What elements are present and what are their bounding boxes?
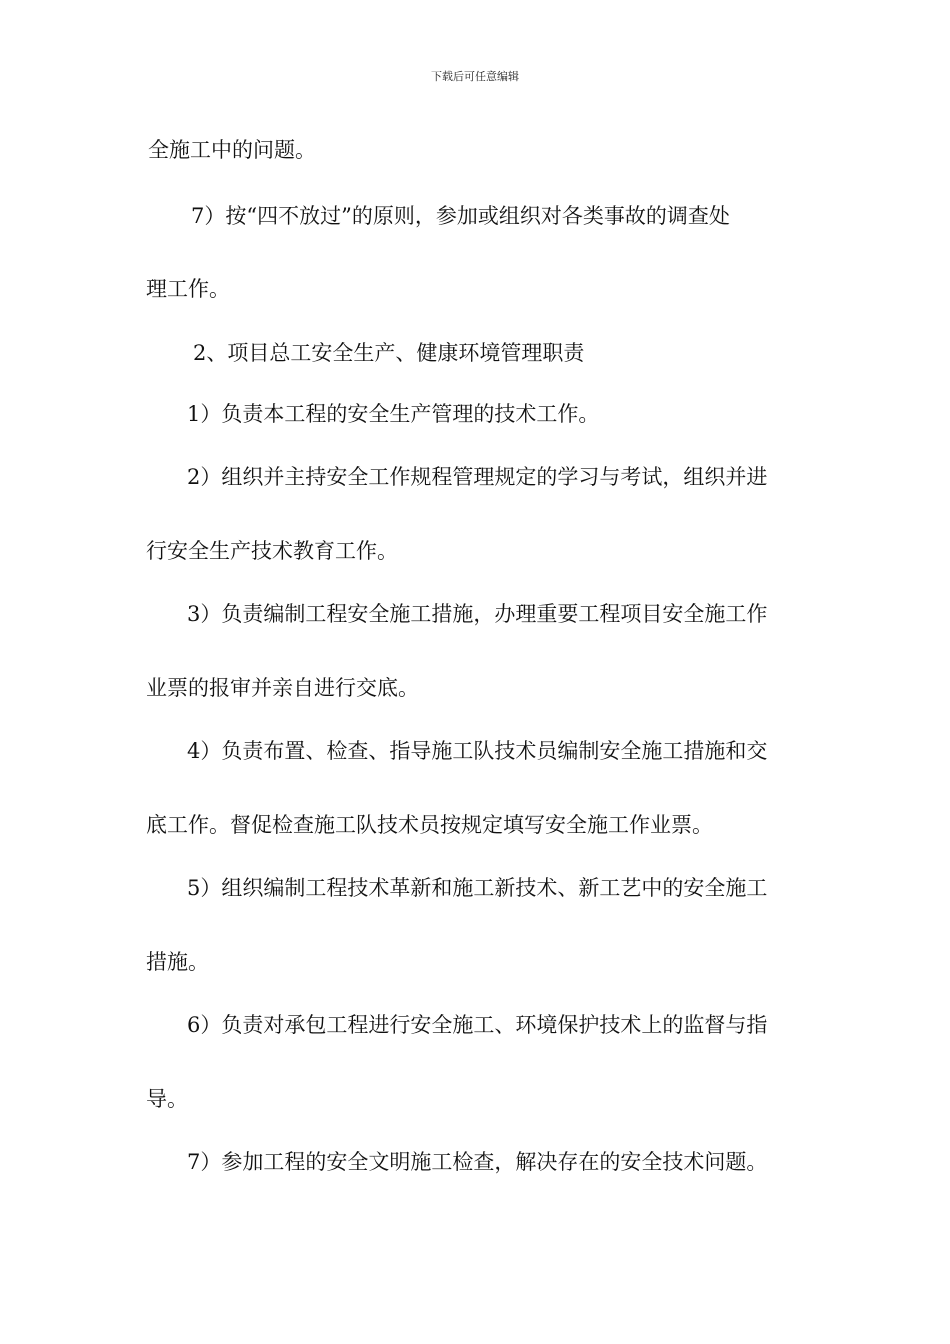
text-line: 措施。: [146, 950, 209, 974]
text-line: 6）负责对承包工程进行安全施工、环境保护技术上的监督与指: [187, 1013, 768, 1037]
text-line: 导。: [146, 1087, 188, 1111]
text-line: 全施工中的问题。: [148, 138, 316, 162]
text-line: 业票的报审并亲自进行交底。: [146, 676, 419, 700]
text-line: 2、项目总工安全生产、健康环境管理职责: [193, 341, 585, 365]
text-line: 3）负责编制工程安全施工措施，办理重要工程项目安全施工作: [187, 602, 768, 626]
text-line: 理工作。: [146, 277, 230, 301]
header-note: 下载后可任意编辑: [431, 70, 519, 83]
text-line: 行安全生产技术教育工作。: [146, 539, 398, 563]
text-line: 4）负责布置、检查、指导施工队技术员编制安全施工措施和交: [187, 739, 768, 763]
text-line: 1）负责本工程的安全生产管理的技术工作。: [187, 402, 600, 426]
text-line: 2）组织并主持安全工作规程管理规定的学习与考试，组织并进: [187, 465, 768, 489]
text-line: 7）参加工程的安全文明施工检查，解决存在的安全技术问题。: [187, 1150, 768, 1174]
text-line: 5）组织编制工程技术革新和施工新技术、新工艺中的安全施工: [187, 876, 768, 900]
text-line: 底工作。督促检查施工队技术员按规定填写安全施工作业票。: [146, 813, 713, 837]
text-line: 7）按“四不放过”的原则，参加或组织对各类事故的调查处: [191, 204, 730, 228]
